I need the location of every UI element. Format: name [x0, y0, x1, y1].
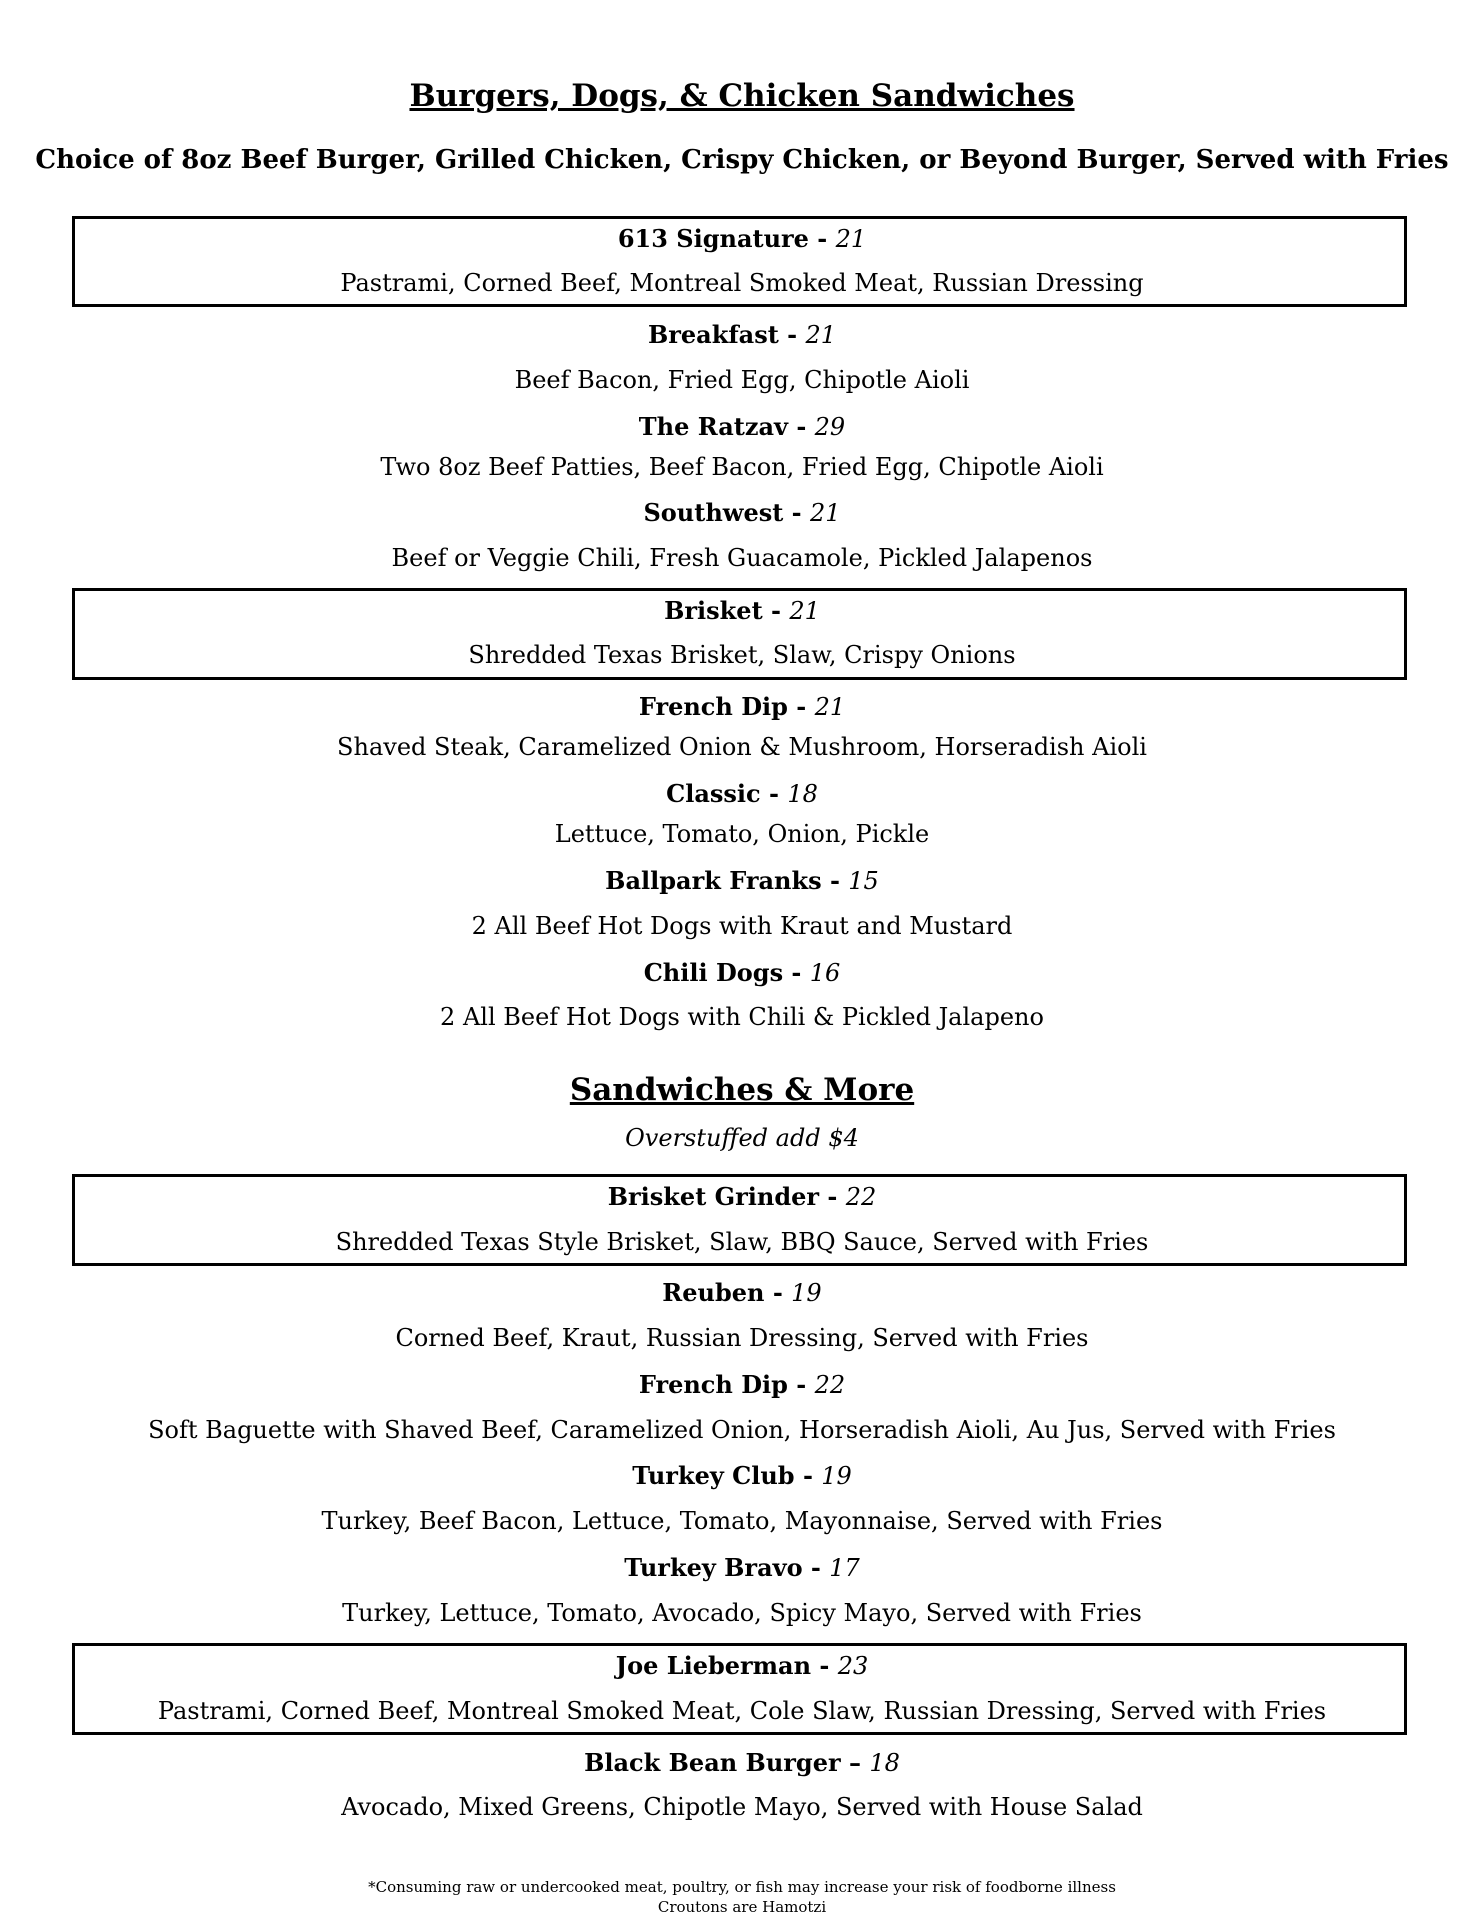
menu-item-description: Pastrami, Corned Beef, Montreal Smoked Meat, Cole Slaw, Russian Dressing, Served with Fries: [157, 1697, 1327, 1725]
menu-item-title: Brisket Grinder - 22: [607, 1182, 877, 1211]
menu-item-title: Chili Dogs - 16: [643, 958, 841, 987]
menu-item-description: Beef or Veggie Chili, Fresh Guacamole, Pickled Jalapenos: [391, 544, 1093, 572]
menu-item-description: Shredded Texas Brisket, Slaw, Crispy Onions: [468, 641, 1016, 669]
section-title-burgers: Burgers, Dogs, & Chicken Sandwiches: [409, 78, 1075, 114]
menu-item-title: Black Bean Burger – 18: [584, 1748, 900, 1777]
menu-item-title: French Dip - 22: [638, 1370, 846, 1399]
footer-hamotzi: Croutons are Hamotzi: [657, 1898, 827, 1916]
section-note: Overstuffed add $4: [625, 1124, 859, 1152]
menu-item-description: Lettuce, Tomato, Onion, Pickle: [554, 820, 930, 848]
menu-item-description: Beef Bacon, Fried Egg, Chipotle Aioli: [514, 366, 970, 394]
menu-item-title: Joe Lieberman - 23: [615, 1651, 869, 1680]
menu-item-title: Ballpark Franks - 15: [605, 866, 879, 895]
section-title-sandwiches: Sandwiches & More: [569, 1072, 915, 1108]
menu-item-title: Brisket - 21: [664, 596, 820, 625]
menu-item-description: 2 All Beef Hot Dogs with Kraut and Mustard: [471, 912, 1013, 940]
footer-disclaimer: *Consuming raw or undercooked meat, poultry, or fish may increase your risk of foodborne illness: [368, 1878, 1116, 1896]
menu-item-description: Shredded Texas Style Brisket, Slaw, BBQ Sauce, Served with Fries: [335, 1228, 1149, 1256]
menu-item-description: Two 8oz Beef Patties, Beef Bacon, Fried Egg, Chipotle Aioli: [380, 453, 1104, 481]
menu-item-title: Classic - 18: [666, 779, 818, 808]
menu-item-title: Turkey Club - 19: [632, 1461, 852, 1490]
menu-item-title: Southwest - 21: [643, 498, 841, 527]
menu-item-description: Turkey, Lettuce, Tomato, Avocado, Spicy Mayo, Served with Fries: [342, 1599, 1142, 1627]
menu-item-description: 2 All Beef Hot Dogs with Chili & Pickled Jalapeno: [440, 1003, 1044, 1031]
menu-item-title: French Dip - 21: [638, 692, 846, 721]
menu-item-description: Shaved Steak, Caramelized Onion & Mushroom, Horseradish Aioli: [337, 733, 1147, 761]
menu-item-title: Reuben - 19: [662, 1278, 822, 1307]
menu-item-title: 613 Signature - 21: [617, 224, 867, 253]
menu-item-title: Turkey Bravo - 17: [624, 1553, 860, 1582]
menu-item-description: Corned Beef, Kraut, Russian Dressing, Served with Fries: [395, 1324, 1089, 1352]
menu-item-title: Breakfast - 21: [647, 320, 837, 349]
menu-item-description: Pastrami, Corned Beef, Montreal Smoked Meat, Russian Dressing: [340, 269, 1144, 297]
menu-item-description: Soft Baguette with Shaved Beef, Caramelized Onion, Horseradish Aioli, Au Jus, Served with Fries: [148, 1416, 1336, 1444]
menu-item-title: The Ratzav - 29: [638, 412, 846, 441]
section-subtitle-burgers: Choice of 8oz Beef Burger, Grilled Chicken, Crispy Chicken, or Beyond Burger, Served with Fries: [35, 145, 1449, 175]
menu-item-description: Avocado, Mixed Greens, Chipotle Mayo, Served with House Salad: [341, 1793, 1143, 1821]
menu-item-description: Turkey, Beef Bacon, Lettuce, Tomato, Mayonnaise, Served with Fries: [321, 1507, 1163, 1535]
